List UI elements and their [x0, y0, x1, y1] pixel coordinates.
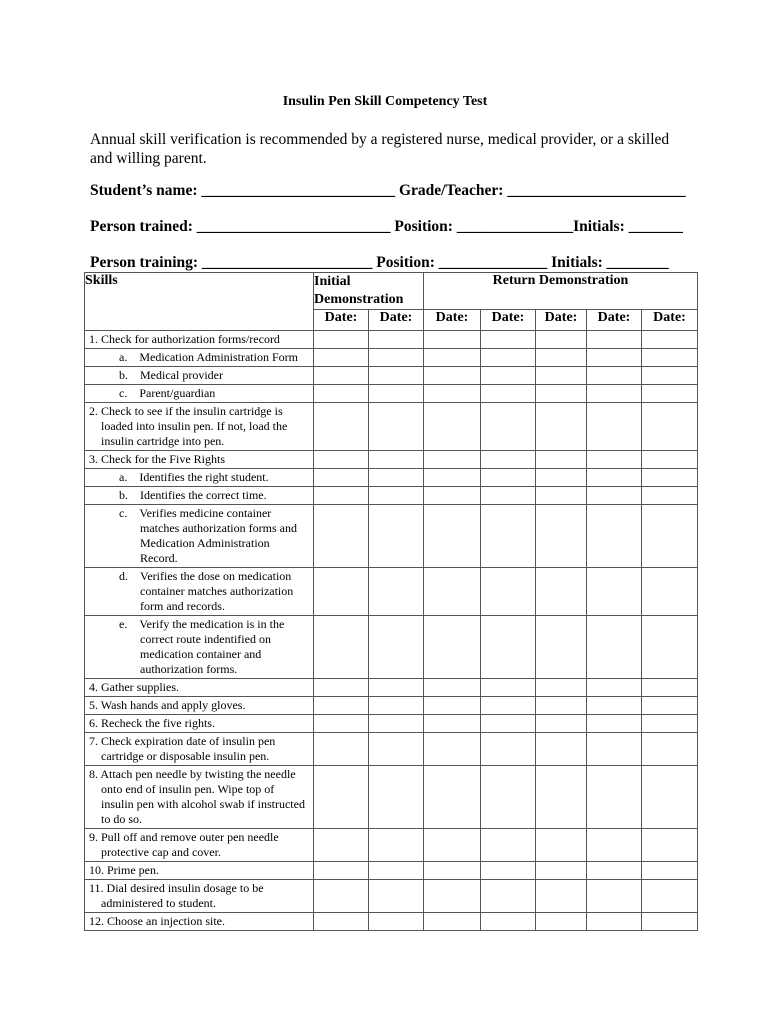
initials-cell[interactable]: [481, 331, 536, 349]
initials-cell[interactable]: [369, 829, 424, 862]
initials-cell[interactable]: [481, 733, 536, 766]
initials-cell[interactable]: [481, 505, 536, 568]
initials-cell[interactable]: [536, 331, 587, 349]
sub-step-text: b. Identifies the correct time.: [119, 488, 267, 502]
initials-cell[interactable]: [369, 487, 424, 505]
sub-step-text: a. Identifies the right student.: [119, 470, 269, 484]
table-row: [85, 331, 698, 349]
initials-cell[interactable]: [536, 862, 587, 880]
initials-cell[interactable]: [642, 733, 698, 766]
initials-cell[interactable]: [536, 829, 587, 862]
initials-cell[interactable]: [369, 385, 424, 403]
initials-cell[interactable]: [642, 862, 698, 880]
skill-step-cell: [85, 862, 314, 880]
initials-cell[interactable]: [536, 880, 587, 913]
step-text: 4. Gather supplies.: [89, 680, 179, 694]
table-row: [85, 862, 698, 880]
initial-demonstration-header: Initial Demonstration: [314, 273, 424, 310]
step-text: 3. Check for the Five Rights: [89, 452, 225, 466]
initials-cell[interactable]: [642, 568, 698, 616]
date-cell[interactable]: Date:: [587, 310, 642, 331]
initials-cell[interactable]: [587, 913, 642, 931]
table-row: [85, 469, 698, 487]
step-text: 11. Dial desired insulin dosage to be administered to student.: [89, 881, 264, 910]
table-row: [85, 616, 698, 679]
table-row: [85, 880, 698, 913]
initials-cell[interactable]: [587, 349, 642, 367]
initials-cell[interactable]: [536, 616, 587, 679]
initials-cell[interactable]: [587, 766, 642, 829]
initials-cell[interactable]: [314, 697, 369, 715]
skill-step-cell: [85, 367, 314, 385]
skill-step-cell: [85, 715, 314, 733]
initials-cell[interactable]: [369, 862, 424, 880]
initials-cell[interactable]: [642, 469, 698, 487]
initials-cell[interactable]: [424, 697, 481, 715]
initials-cell[interactable]: [424, 487, 481, 505]
initials-cell[interactable]: [369, 331, 424, 349]
skill-step-cell: [85, 349, 314, 367]
initials-cell[interactable]: [642, 715, 698, 733]
person-training-line[interactable]: Person training: ______________________ Position: ______________ Initials: ________: [90, 254, 669, 271]
initials-cell[interactable]: [536, 385, 587, 403]
initials-cell[interactable]: [424, 349, 481, 367]
initials-cell[interactable]: [536, 349, 587, 367]
initials-cell[interactable]: [314, 862, 369, 880]
skill-step-cell: [85, 469, 314, 487]
initials-cell[interactable]: [642, 679, 698, 697]
sub-step-text: d. Verifies the dose on medication container matches authorization form and records.: [119, 569, 294, 613]
initials-cell[interactable]: [642, 880, 698, 913]
initials-cell[interactable]: [314, 829, 369, 862]
initials-cell[interactable]: [536, 697, 587, 715]
table-row: [85, 715, 698, 733]
skill-step-cell: [85, 487, 314, 505]
initials-cell[interactable]: [587, 862, 642, 880]
step-text: 5. Wash hands and apply gloves.: [89, 698, 246, 712]
initials-cell[interactable]: [424, 331, 481, 349]
sub-step-text: b. Medical provider: [119, 368, 223, 382]
initials-cell[interactable]: [481, 487, 536, 505]
table-row: [85, 697, 698, 715]
skill-step-cell: [85, 679, 314, 697]
initials-cell[interactable]: [424, 451, 481, 469]
initials-cell[interactable]: [481, 568, 536, 616]
initials-cell[interactable]: [642, 331, 698, 349]
skill-step-cell: [85, 505, 314, 568]
sub-step-text: e. Verify the medication is in the correct route indentified on medication container and authorization forms.: [119, 617, 285, 676]
initials-cell[interactable]: [481, 880, 536, 913]
person-trained-line[interactable]: Person trained: _________________________ Position: _______________Initials: _______: [90, 218, 683, 235]
initials-cell[interactable]: [536, 679, 587, 697]
initials-cell[interactable]: [369, 880, 424, 913]
initials-cell[interactable]: [314, 880, 369, 913]
skill-step-cell: [85, 403, 314, 451]
initials-cell[interactable]: [536, 505, 587, 568]
initials-cell[interactable]: [424, 568, 481, 616]
table-row: [85, 568, 698, 616]
skill-step-cell: [85, 697, 314, 715]
initials-cell[interactable]: [642, 505, 698, 568]
initials-cell[interactable]: [587, 487, 642, 505]
initials-cell[interactable]: [369, 679, 424, 697]
initials-cell[interactable]: [642, 829, 698, 862]
step-text: 9. Pull off and remove outer pen needle protective cap and cover.: [89, 830, 279, 859]
initials-cell[interactable]: [314, 349, 369, 367]
table-row: [85, 349, 698, 367]
table-row: [85, 733, 698, 766]
initials-cell[interactable]: [536, 469, 587, 487]
initials-cell[interactable]: [536, 487, 587, 505]
initials-cell[interactable]: [424, 469, 481, 487]
initials-cell[interactable]: [369, 715, 424, 733]
table-row: [85, 505, 698, 568]
return-demonstration-header: Return Demonstration: [424, 273, 698, 310]
initials-cell[interactable]: [587, 451, 642, 469]
sub-step-text: c. Parent/guardian: [119, 386, 216, 400]
initials-cell[interactable]: [587, 469, 642, 487]
initials-cell[interactable]: [481, 862, 536, 880]
initials-cell[interactable]: [481, 679, 536, 697]
initials-cell[interactable]: [481, 403, 536, 451]
initials-cell[interactable]: [424, 715, 481, 733]
initials-cell[interactable]: [481, 385, 536, 403]
intro-text: Annual skill verification is recommended by a registered nurse, medical provider, or a skilled and willing parent.: [90, 131, 670, 167]
initials-cell[interactable]: [536, 733, 587, 766]
initials-cell[interactable]: [536, 766, 587, 829]
initials-cell[interactable]: [587, 616, 642, 679]
skills-table: [84, 272, 698, 931]
initials-cell[interactable]: [314, 715, 369, 733]
initials-cell[interactable]: [369, 766, 424, 829]
step-text: 10. Prime pen.: [89, 863, 159, 877]
initials-cell[interactable]: [642, 616, 698, 679]
initials-cell[interactable]: [369, 697, 424, 715]
initials-cell[interactable]: [424, 385, 481, 403]
initials-cell[interactable]: [369, 469, 424, 487]
initials-cell[interactable]: [314, 616, 369, 679]
date-cell[interactable]: Date:: [424, 310, 481, 331]
initials-cell[interactable]: [314, 679, 369, 697]
table-row: [85, 487, 698, 505]
step-text: 6. Recheck the five rights.: [89, 716, 215, 730]
initials-cell[interactable]: [587, 403, 642, 451]
initials-cell[interactable]: [642, 913, 698, 931]
initials-cell[interactable]: [481, 469, 536, 487]
initials-cell[interactable]: [314, 505, 369, 568]
step-text: 12. Choose an injection site.: [89, 914, 225, 928]
skill-step-cell: [85, 568, 314, 616]
skill-step-cell: [85, 880, 314, 913]
skill-step-cell: [85, 913, 314, 931]
date-cell[interactable]: Date:: [314, 310, 369, 331]
initials-cell[interactable]: [481, 349, 536, 367]
table-row: [85, 403, 698, 451]
skill-step-cell: [85, 385, 314, 403]
initials-cell[interactable]: [314, 403, 369, 451]
initials-cell[interactable]: [369, 367, 424, 385]
date-cell[interactable]: Date:: [481, 310, 536, 331]
skill-step-cell: [85, 829, 314, 862]
page-title: Insulin Pen Skill Competency Test: [282, 94, 488, 109]
initials-cell[interactable]: [536, 913, 587, 931]
initials-cell[interactable]: [314, 451, 369, 469]
student-name-line[interactable]: Student’s name: _________________________ Grade/Teacher: _______________________: [90, 182, 686, 199]
table-row: [85, 367, 698, 385]
skill-step-cell: [85, 616, 314, 679]
initials-cell[interactable]: [314, 913, 369, 931]
initials-cell[interactable]: [642, 385, 698, 403]
initials-cell[interactable]: [587, 331, 642, 349]
initials-cell[interactable]: [424, 367, 481, 385]
initials-cell[interactable]: [481, 367, 536, 385]
initials-cell[interactable]: [424, 679, 481, 697]
initials-cell[interactable]: [369, 505, 424, 568]
table-row: [85, 385, 698, 403]
initials-cell[interactable]: [424, 913, 481, 931]
initials-cell[interactable]: [587, 505, 642, 568]
initials-cell[interactable]: [369, 403, 424, 451]
initials-cell[interactable]: [481, 451, 536, 469]
initials-cell[interactable]: [642, 451, 698, 469]
initials-cell[interactable]: [481, 829, 536, 862]
initials-cell[interactable]: [642, 403, 698, 451]
initials-cell[interactable]: [536, 403, 587, 451]
initials-cell[interactable]: [369, 568, 424, 616]
initials-cell[interactable]: [587, 829, 642, 862]
table-header-row: [85, 273, 698, 310]
initials-cell[interactable]: [481, 715, 536, 733]
table-row: [85, 766, 698, 829]
table-row: [85, 913, 698, 931]
initials-cell[interactable]: [424, 616, 481, 679]
initials-cell[interactable]: [314, 331, 369, 349]
initials-cell[interactable]: [314, 568, 369, 616]
initials-cell[interactable]: [314, 766, 369, 829]
initials-cell[interactable]: [369, 616, 424, 679]
initials-cell[interactable]: [481, 616, 536, 679]
skill-step-cell: [85, 733, 314, 766]
initials-cell[interactable]: [642, 367, 698, 385]
initials-cell[interactable]: [642, 487, 698, 505]
initials-cell[interactable]: [424, 829, 481, 862]
initials-cell[interactable]: [314, 733, 369, 766]
initials-cell[interactable]: [314, 469, 369, 487]
initials-cell[interactable]: [642, 697, 698, 715]
initials-cell[interactable]: [481, 697, 536, 715]
step-text: 7. Check expiration date of insulin pen cartridge or disposable insulin pen.: [89, 734, 276, 763]
steps-body: [85, 331, 698, 931]
initials-cell[interactable]: [369, 733, 424, 766]
initials-cell[interactable]: [587, 715, 642, 733]
initials-cell[interactable]: [587, 367, 642, 385]
initials-cell[interactable]: [424, 733, 481, 766]
initials-cell[interactable]: [536, 568, 587, 616]
initials-cell[interactable]: [481, 766, 536, 829]
initials-cell[interactable]: [314, 385, 369, 403]
step-text: 1. Check for authorization forms/record: [89, 332, 280, 346]
skills-header: Skills: [85, 273, 314, 331]
skill-step-cell: [85, 766, 314, 829]
initials-cell[interactable]: [314, 487, 369, 505]
initials-cell[interactable]: [369, 451, 424, 469]
date-cell[interactable]: Date:: [642, 310, 698, 331]
date-cell[interactable]: Date:: [369, 310, 424, 331]
initials-cell[interactable]: [587, 385, 642, 403]
initials-cell[interactable]: [369, 349, 424, 367]
date-cell[interactable]: Date:: [536, 310, 587, 331]
sub-step-text: a. Medication Administration Form: [119, 350, 298, 364]
initials-cell[interactable]: [424, 766, 481, 829]
initials-cell[interactable]: [587, 697, 642, 715]
initials-cell[interactable]: [424, 880, 481, 913]
initials-cell[interactable]: [536, 715, 587, 733]
initials-cell[interactable]: [536, 367, 587, 385]
initials-cell[interactable]: [369, 913, 424, 931]
initials-cell[interactable]: [481, 913, 536, 931]
initials-cell[interactable]: [424, 505, 481, 568]
skill-step-cell: [85, 451, 314, 469]
initials-cell[interactable]: [587, 733, 642, 766]
initials-cell[interactable]: [642, 766, 698, 829]
initials-cell[interactable]: [587, 568, 642, 616]
sub-step-text: c. Verifies medicine container matches authorization forms and Medication Administration Record.: [119, 506, 297, 565]
initials-cell[interactable]: [314, 367, 369, 385]
step-text: 8. Attach pen needle by twisting the needle onto end of insulin pen. Wipe top of insulin pen with alcohol swab if instructed to do so.: [89, 767, 305, 826]
initials-cell[interactable]: [536, 451, 587, 469]
initials-cell[interactable]: [587, 880, 642, 913]
table-row: [85, 451, 698, 469]
step-text: 2. Check to see if the insulin cartridge is loaded into insulin pen. If not, load the insulin cartridge into pen.: [89, 404, 288, 448]
initials-cell[interactable]: [587, 679, 642, 697]
initials-cell[interactable]: [424, 862, 481, 880]
table-row: [85, 829, 698, 862]
initials-cell[interactable]: [424, 403, 481, 451]
table-row: [85, 679, 698, 697]
initials-cell[interactable]: [642, 349, 698, 367]
skill-step-cell: [85, 331, 314, 349]
